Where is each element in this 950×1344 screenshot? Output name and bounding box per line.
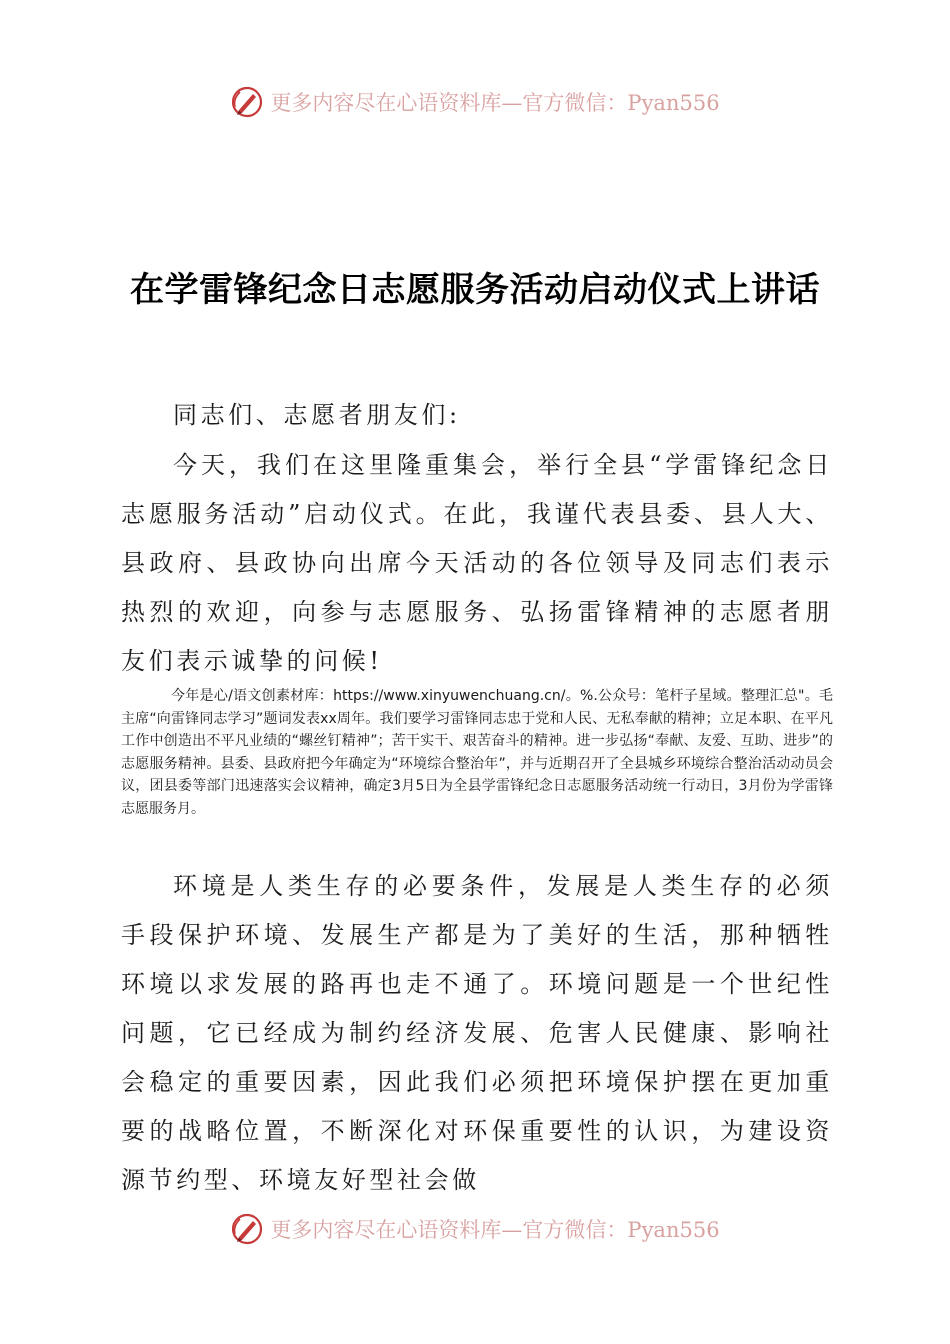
footer-banner-text: 更多内容尽在心语资料库—官方微信：Pyan556 bbox=[270, 1218, 720, 1242]
paragraph-2: 环境是人类生存的必要条件，发展是人类生存的必须手段保护环境、发展生产都是为了美好的生活，那种牺牲环境以求发展的路再也走不通了。环境问题是一个世纪性问题，它已经成为制约经济发展、危害人民健康、影响社会稳定的重要因素，因此我们必须把环境保护摆在更加重要的战略位置，不断深化对环保重要性的认识，为建设资源节约型、环境友好型社会做 bbox=[121, 872, 833, 1194]
header-banner-text: 更多内容尽在心语资料库—官方微信：Pyan556 bbox=[270, 91, 720, 115]
greeting: 同志们、志愿者朋友们: bbox=[173, 401, 461, 429]
paragraph-1: 今天，我们在这里隆重集会，举行全县“学雷锋纪念日志愿服务活动”启动仪式。在此，我谨代表县委、县人大、县政府、县政协向出席今天活动的各位领导及同志们表示热烈的欢迎，向参与志愿服务、弘扬雷锋精神的志愿者朋友们表示诚挚的问候! bbox=[121, 451, 833, 675]
footer-banner bbox=[0, 1207, 950, 1251]
document-title: 在学雷锋纪念日志愿服务活动启动仪式上讲话 bbox=[130, 270, 820, 310]
pen-circle-logo-icon bbox=[230, 1212, 264, 1246]
pen-circle-logo-icon bbox=[230, 85, 264, 119]
header-banner bbox=[0, 80, 950, 124]
small-paragraph: 今年是心/语文创素材库：https://www.xinyuwenchuang.cn/。%.公众号：笔杆子星域。整理汇总"。毛主席“向雷锋同志学习”题词发表xx周年。我们要学习雷锋同志忠于党和人民、无私奉献的精神；立足本职、在平凡工作中创造出不平凡业绩的“螺丝钉精神”；苦干实干、艰苦奋斗的精神。进一步弘扬“奉献、友爱、互助、进步”的志愿服务精神。县委、县政府把今年确定为“环境综合整治年”，并与近期召开了全县城乡环境综合整治活动动员会议，团县委等部门迅速落实会议精神，确定3月5日为全县学雷锋纪念日志愿服务活动统一行动日，3月份为学雷锋志愿服务月。 bbox=[121, 688, 833, 817]
